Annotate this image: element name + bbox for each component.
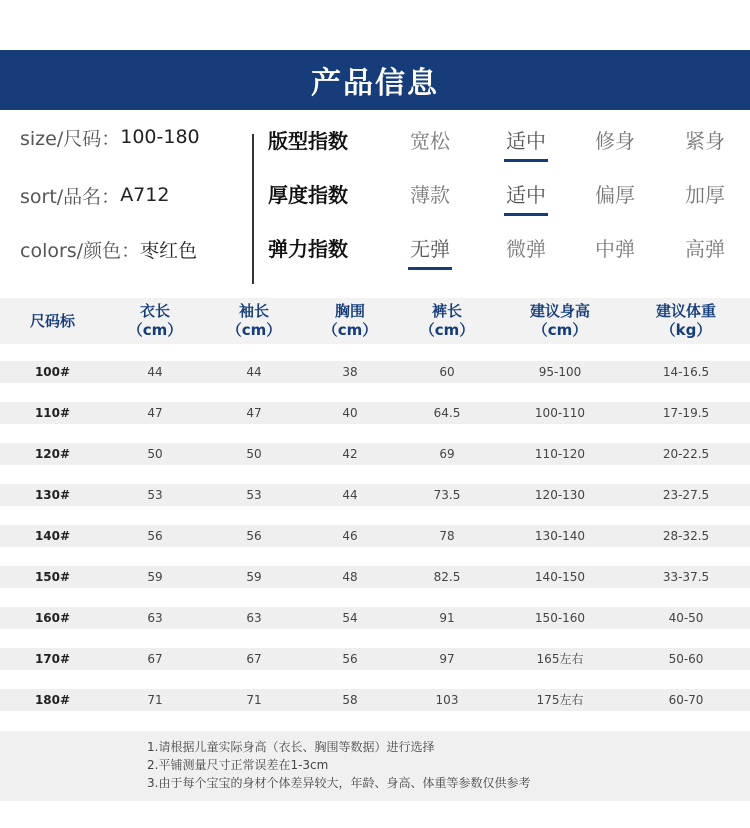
header-weight: 建议体重 （kg） xyxy=(655,302,716,339)
table-cell: 59 xyxy=(147,570,163,584)
table-cell: 28-32.5 xyxy=(662,529,710,543)
table-cell: 54 xyxy=(342,611,358,625)
table-row xyxy=(0,566,750,588)
sort-row xyxy=(20,180,250,210)
table-cell: 50-60 xyxy=(668,652,704,666)
colors-row xyxy=(20,234,250,264)
product-info-section xyxy=(0,112,750,292)
table-cell: 150-160 xyxy=(534,611,586,625)
fit-option: 修身 xyxy=(595,129,635,153)
table-cell: 64.5 xyxy=(433,406,461,420)
table-cell: 60 xyxy=(439,365,455,379)
sort-value: A712 xyxy=(120,184,170,206)
table-cell: 91 xyxy=(439,611,455,625)
size-label: size/尺码： xyxy=(20,127,121,150)
table-cell: 120-130 xyxy=(534,488,586,502)
thickness-option: 加厚 xyxy=(685,183,725,207)
info-divider xyxy=(252,134,254,284)
table-cell: 71 xyxy=(147,693,163,707)
table-cell: 103 xyxy=(435,693,459,707)
table-header xyxy=(0,298,750,344)
table-cell: 95-100 xyxy=(538,365,582,379)
table-cell: 53 xyxy=(246,488,262,502)
fit-option: 紧身 xyxy=(685,129,725,153)
notes-box xyxy=(0,731,750,801)
table-cell: 53 xyxy=(147,488,163,502)
table-row xyxy=(0,607,750,629)
header-length: 衣长 （cm） xyxy=(127,302,183,339)
table-cell: 56 xyxy=(342,652,358,666)
table-cell: 50 xyxy=(147,447,163,461)
table-row xyxy=(0,484,750,506)
table-cell: 44 xyxy=(342,488,358,502)
thickness-option: 薄款 xyxy=(410,183,450,207)
thickness-option: 偏厚 xyxy=(595,183,635,207)
table-cell: 160# xyxy=(34,611,71,625)
size-row xyxy=(20,122,250,152)
table-cell: 73.5 xyxy=(433,488,461,502)
table-cell: 44 xyxy=(246,365,262,379)
table-cell: 56 xyxy=(246,529,262,543)
table-cell: 130-140 xyxy=(534,529,586,543)
thickness-index-row xyxy=(268,178,750,212)
note-1: 1.请根据儿童实际身高（衣长、胸围等数据）进行选择 xyxy=(147,740,435,754)
table-cell: 58 xyxy=(342,693,358,707)
table-cell: 175左右 xyxy=(536,693,584,707)
header-pants: 裤长 （cm） xyxy=(419,302,475,339)
table-cell: 82.5 xyxy=(433,570,461,584)
table-row xyxy=(0,525,750,547)
size-value: 100-180 xyxy=(120,126,200,148)
table-cell: 165左右 xyxy=(536,652,584,666)
table-cell: 97 xyxy=(439,652,455,666)
table-row xyxy=(0,689,750,711)
table-cell: 60-70 xyxy=(668,693,704,707)
table-cell: 78 xyxy=(439,529,455,543)
table-cell: 120# xyxy=(34,447,71,461)
table-cell: 63 xyxy=(147,611,163,625)
table-cell: 170# xyxy=(34,652,71,666)
selected-underline xyxy=(504,213,548,216)
table-cell: 69 xyxy=(439,447,455,461)
header-chest: 胸围 （cm） xyxy=(322,302,378,339)
thickness-option-selected: 适中 xyxy=(491,178,561,212)
table-row xyxy=(0,648,750,670)
table-cell: 40 xyxy=(342,406,358,420)
table-cell: 67 xyxy=(147,652,163,666)
banner-title: 产品信息 xyxy=(311,66,439,101)
table-cell: 100-110 xyxy=(534,406,586,420)
header-sleeve: 袖长 （cm） xyxy=(226,302,282,339)
table-cell: 33-37.5 xyxy=(662,570,710,584)
table-cell: 17-19.5 xyxy=(662,406,710,420)
thickness-index-label: 厚度指数 xyxy=(268,183,348,207)
table-cell: 130# xyxy=(34,488,71,502)
table-row xyxy=(0,361,750,383)
table-cell: 40-50 xyxy=(668,611,704,625)
product-info-banner xyxy=(0,50,750,110)
table-cell: 46 xyxy=(342,529,358,543)
table-cell: 150# xyxy=(34,570,71,584)
table-cell: 100# xyxy=(34,365,71,379)
elasticity-index-row xyxy=(268,232,750,266)
table-cell: 110# xyxy=(34,406,71,420)
fit-option-selected: 适中 xyxy=(491,124,561,158)
table-cell: 67 xyxy=(246,652,262,666)
elasticity-option: 微弹 xyxy=(506,237,546,261)
table-cell: 44 xyxy=(147,365,163,379)
table-cell: 140-150 xyxy=(534,570,586,584)
table-cell: 140# xyxy=(34,529,71,543)
table-cell: 48 xyxy=(342,570,358,584)
fit-index-row xyxy=(268,124,750,158)
table-cell: 71 xyxy=(246,693,262,707)
note-3: 3.由于每个宝宝的身材个体差异较大，年龄、身高、体重等参数仅供参考 xyxy=(147,776,531,790)
table-row xyxy=(0,402,750,424)
sort-label: sort/品名： xyxy=(20,185,121,208)
header-size-code: 尺码标 xyxy=(29,311,75,330)
colors-label: colors/颜色： xyxy=(20,239,141,262)
colors-value: 枣红色 xyxy=(140,239,198,262)
elasticity-option-selected: 无弹 xyxy=(395,232,465,266)
table-cell: 59 xyxy=(246,570,262,584)
elasticity-index-label: 弹力指数 xyxy=(268,237,348,261)
table-cell: 63 xyxy=(246,611,262,625)
table-cell: 56 xyxy=(147,529,163,543)
table-cell: 42 xyxy=(342,447,358,461)
table-cell: 23-27.5 xyxy=(662,488,710,502)
table-cell: 38 xyxy=(342,365,358,379)
fit-index-label: 版型指数 xyxy=(268,129,348,153)
table-cell: 47 xyxy=(147,406,163,420)
elasticity-option: 高弹 xyxy=(685,237,725,261)
table-cell: 47 xyxy=(246,406,262,420)
table-cell: 14-16.5 xyxy=(662,365,710,379)
table-cell: 50 xyxy=(246,447,262,461)
elasticity-option: 中弹 xyxy=(595,237,635,261)
fit-option: 宽松 xyxy=(410,129,450,153)
note-2: 2.平铺测量尺寸正常误差在1-3cm xyxy=(147,758,329,772)
selected-underline xyxy=(504,159,548,162)
table-cell: 110-120 xyxy=(534,447,586,461)
selected-underline xyxy=(408,267,452,270)
table-cell: 180# xyxy=(34,693,71,707)
table-cell: 20-22.5 xyxy=(662,447,710,461)
header-height: 建议身高 （cm） xyxy=(529,302,590,339)
table-row xyxy=(0,443,750,465)
